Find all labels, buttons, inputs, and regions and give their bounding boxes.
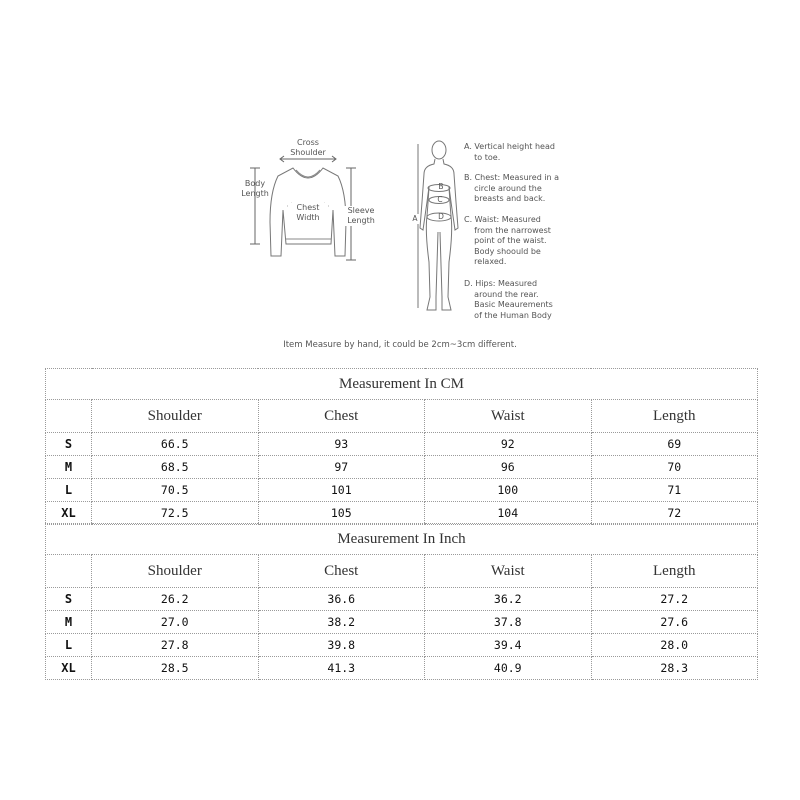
length-value: 28.0: [591, 634, 758, 657]
body-figure: [410, 132, 470, 317]
shoulder-value: 27.8: [92, 634, 259, 657]
size-label: M: [46, 611, 92, 634]
length-value: 27.2: [591, 588, 758, 611]
measurement-table-cm: [45, 368, 758, 525]
header-waist: Waist: [425, 555, 592, 588]
shoulder-value: 68.5: [92, 456, 259, 479]
note-c: C. Waist: Measured from the narrowest point of the waist. Body shoould be relaxed.: [464, 215, 551, 266]
length-value: 71: [591, 479, 758, 502]
header-length: Length: [591, 400, 758, 433]
header-chest: Chest: [258, 555, 425, 588]
marker-c: C: [437, 195, 443, 204]
chest-value: 97: [258, 456, 425, 479]
size-label: L: [46, 634, 92, 657]
header-blank: [46, 555, 92, 588]
measure-caption: Item Measure by hand, it could be 2cm~3cm different.: [283, 340, 517, 350]
table-row: [46, 611, 758, 634]
chest-value: 41.3: [258, 657, 425, 680]
table-row: [46, 502, 758, 525]
chest-value: 38.2: [258, 611, 425, 634]
body-measurement-diagram: [410, 132, 470, 317]
waist-value: 40.9: [425, 657, 592, 680]
header-waist: Waist: [425, 400, 592, 433]
waist-value: 100: [425, 479, 592, 502]
header-shoulder: Shoulder: [92, 555, 259, 588]
marker-d: D: [438, 212, 444, 221]
table-header-row: [46, 400, 758, 433]
table-row: [46, 657, 758, 680]
body-length-label: Body Length: [241, 179, 269, 198]
size-label: L: [46, 479, 92, 502]
waist-value: 37.8: [425, 611, 592, 634]
chest-value: 105: [258, 502, 425, 525]
waist-value: 39.4: [425, 634, 592, 657]
table-row: [46, 456, 758, 479]
size-label: S: [46, 588, 92, 611]
chest-value: 101: [258, 479, 425, 502]
marker-b: B: [438, 182, 444, 191]
note-a: A. Vertical height head to toe.: [464, 142, 555, 162]
size-label: M: [46, 456, 92, 479]
sweater-measurement-diagram: [238, 132, 378, 267]
header-blank: [46, 400, 92, 433]
shoulder-value: 28.5: [92, 657, 259, 680]
table-header-row: [46, 555, 758, 588]
table-title: Measurement In Inch: [46, 524, 758, 555]
length-value: 72: [591, 502, 758, 525]
marker-a: A: [412, 214, 418, 223]
note-d: D. Hips: Measured around the rear. Basic Meaurements of the Human Body: [464, 279, 553, 320]
waist-value: 96: [425, 456, 592, 479]
header-length: Length: [591, 555, 758, 588]
table-row: [46, 588, 758, 611]
length-value: 27.6: [591, 611, 758, 634]
waist-value: 92: [425, 433, 592, 456]
cross-shoulder-label: Cross Shoulder: [290, 138, 326, 157]
length-value: 70: [591, 456, 758, 479]
waist-value: 104: [425, 502, 592, 525]
shoulder-value: 70.5: [92, 479, 259, 502]
table-row: [46, 634, 758, 657]
table-row: [46, 479, 758, 502]
sleeve-length-label: Sleeve Length: [344, 206, 378, 226]
size-label: XL: [46, 502, 92, 525]
shoulder-value: 66.5: [92, 433, 259, 456]
chest-value: 36.6: [258, 588, 425, 611]
chest-value: 93: [258, 433, 425, 456]
header-shoulder: Shoulder: [92, 400, 259, 433]
shoulder-value: 72.5: [92, 502, 259, 525]
size-label: S: [46, 433, 92, 456]
header-chest: Chest: [258, 400, 425, 433]
chest-width-label: Chest Width: [288, 203, 328, 223]
measurement-table-inch: [45, 523, 758, 680]
waist-value: 36.2: [425, 588, 592, 611]
table-row: [46, 433, 758, 456]
shoulder-value: 26.2: [92, 588, 259, 611]
note-b: B. Chest: Measured in a circle around the breasts and back.: [464, 173, 560, 203]
chest-value: 39.8: [258, 634, 425, 657]
table-title: Measurement In CM: [46, 369, 758, 400]
size-label: XL: [46, 657, 92, 680]
shoulder-value: 27.0: [92, 611, 259, 634]
length-value: 69: [591, 433, 758, 456]
length-value: 28.3: [591, 657, 758, 680]
